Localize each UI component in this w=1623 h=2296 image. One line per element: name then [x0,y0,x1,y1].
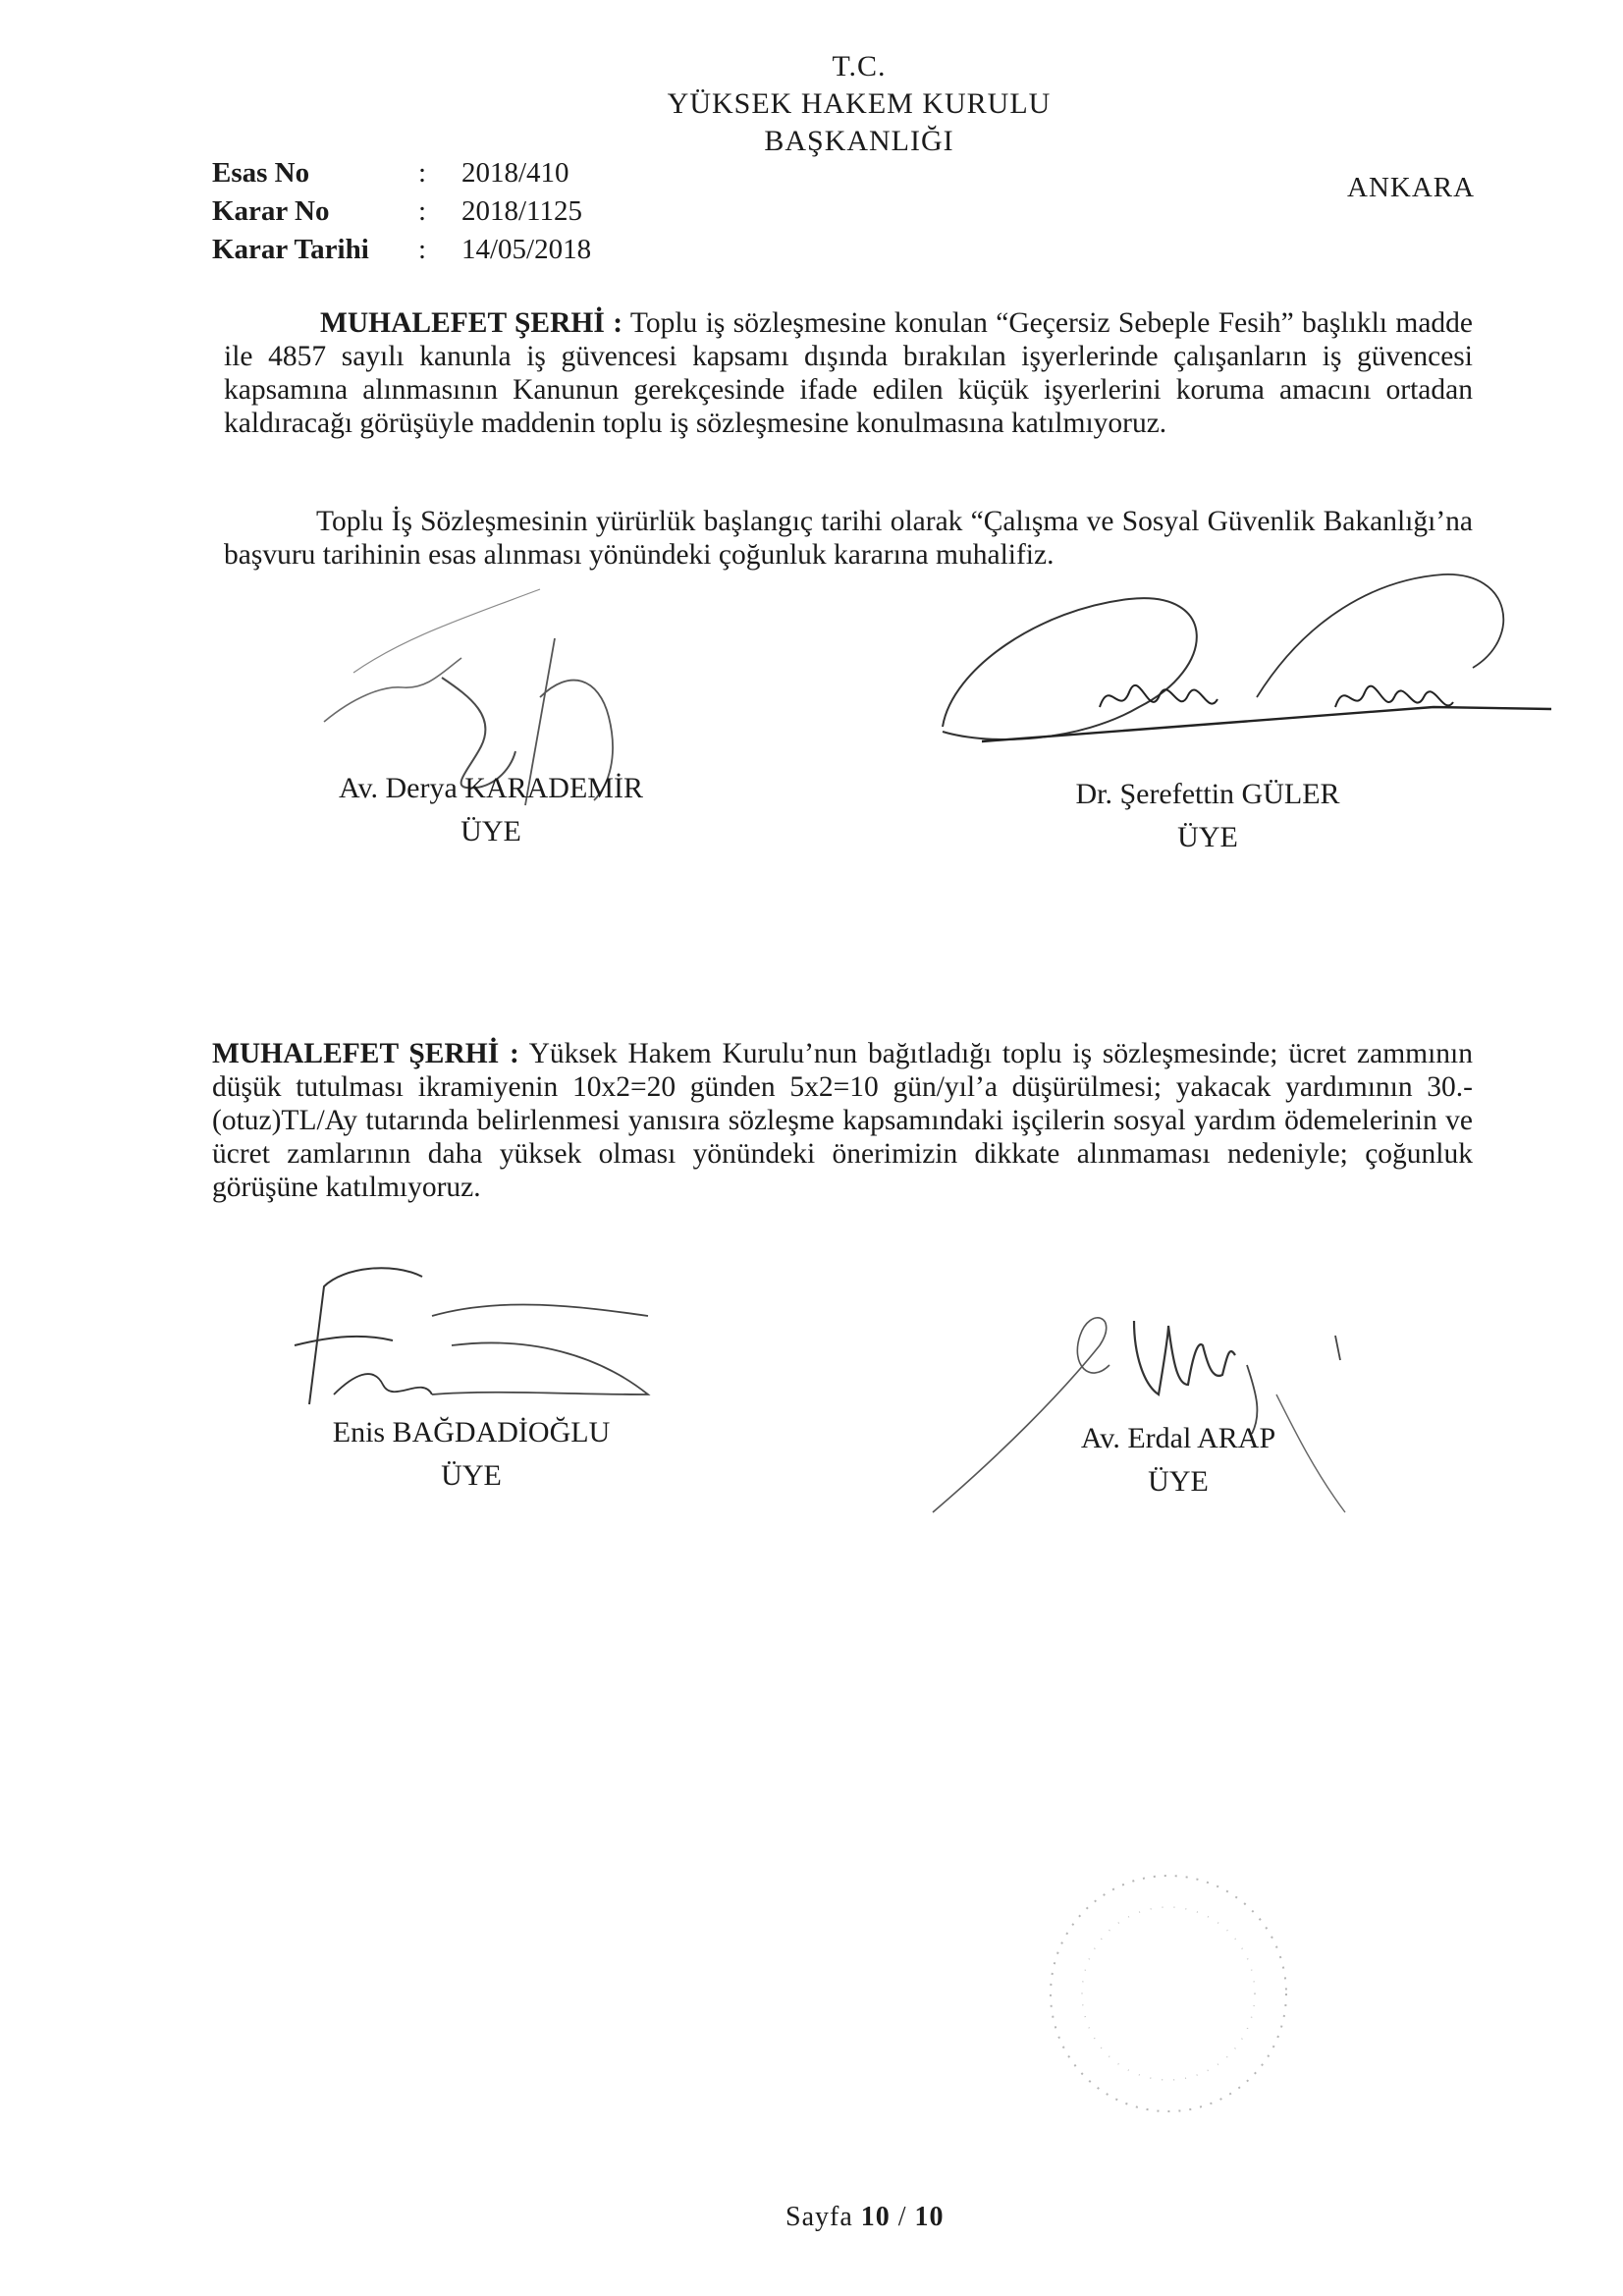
signer-guler-role: ÜYE [1177,821,1238,853]
signer-bagdadioglu-name: Enis BAĞDADİOĞLU [332,1416,611,1449]
signature-bagdadioglu [275,1257,668,1424]
meta-tarih-value: 14/05/2018 [461,234,592,265]
meta-karar-label: Karar No [212,195,330,227]
faded-seal-stamp [1021,1846,1316,2141]
page-number-current: 10 [860,2202,891,2232]
signer-bagdadioglu-role: ÜYE [441,1459,502,1492]
signer-arap [992,1417,1365,1503]
signer-guler [1011,773,1404,859]
header-institution: YÜKSEK HAKEM KURULU [667,87,1052,120]
header-presidency: BAŞKANLIĞI [764,125,954,157]
page-number-separator: / [897,2202,907,2232]
page-number [785,2202,945,2233]
opinion1-paragraph2: Toplu İş Sözleşmesinin yürürlük başlangıç tarihi olarak “Çalışma ve Sosyal Güvenlik Bakanlığı’na başvuru tarihinin esas alınması yönündeki çoğunluk kararına muhalifiz. [224,506,1473,571]
header-tc: T.C. [832,50,887,82]
opinion1-heading: MUHALEFET ŞERHİ : [320,307,623,339]
signer-bagdadioglu [285,1411,658,1498]
signer-arap-name: Av. Erdal ARAP [1080,1422,1276,1454]
signer-arap-role: ÜYE [1148,1465,1209,1498]
meta-karar-row: Karar No : 2018/1125 [212,195,582,227]
signer-karademir-role: ÜYE [460,815,521,847]
signer-karademir-name: Av. Derya KARADEMİR [339,772,643,804]
meta-esas-row: Esas No : 2018/410 [212,157,569,189]
signer-guler-name: Dr. Şerefettin GÜLER [1075,778,1340,810]
signature-guler [923,560,1571,776]
meta-tarih-label: Karar Tarihi [212,234,369,265]
header-city: ANKARA [1347,172,1476,203]
opinion2-text: Yüksek Hakem Kurulu’nun bağıtladığı toplu iş sözleşmesinde; ücret zammının düşük tutulması ikramiyenin 10x2=20 günden 5x2=10 gün/yıl’a düşürülmesi; yakacak yardımının 30.-(otuz)TL/Ay tutarında belirlenmesi yanısıra sözleşme kapsamındaki işçilerin sosyal yardım ödemelerinin ve ücret zamlarının daha yüksek olması yönündeki önerimizin dikkate alınmaması nedeniyle; çoğunluk görüşüne katılmıyoruz. [212,1038,1473,1203]
meta-esas-label: Esas No [212,157,310,189]
page-number-total: 10 [914,2202,945,2232]
opinion2-heading: MUHALEFET ŞERHİ : [212,1038,519,1069]
meta-esas-value: 2018/410 [461,157,569,189]
signer-karademir [295,767,687,853]
opinion1-paragraph1 [224,306,1473,440]
opinion1-text1: Toplu iş sözleşmesine konulan “Geçersiz Sebeple Fesih” başlıklı madde ile 4857 sayılı kanunla iş güvencesi kapsamı dışında bırakılan işyerlerinde çalışanların iş güvencesi kapsamına alınmasının Kanunun gerekçesinde ifade edilen küçük işyerlerini koruma amacını ortadan kaldıracağı görüşüyle maddenin toplu iş sözleşmesine konulmasına katılmıyoruz. [224,307,1474,439]
page-number-prefix: Sayfa [785,2202,853,2232]
meta-karar-value: 2018/1125 [461,195,582,227]
meta-tarih-row: Karar Tarihi : 14/05/2018 [212,234,592,265]
opinion2-paragraph [212,1037,1473,1204]
